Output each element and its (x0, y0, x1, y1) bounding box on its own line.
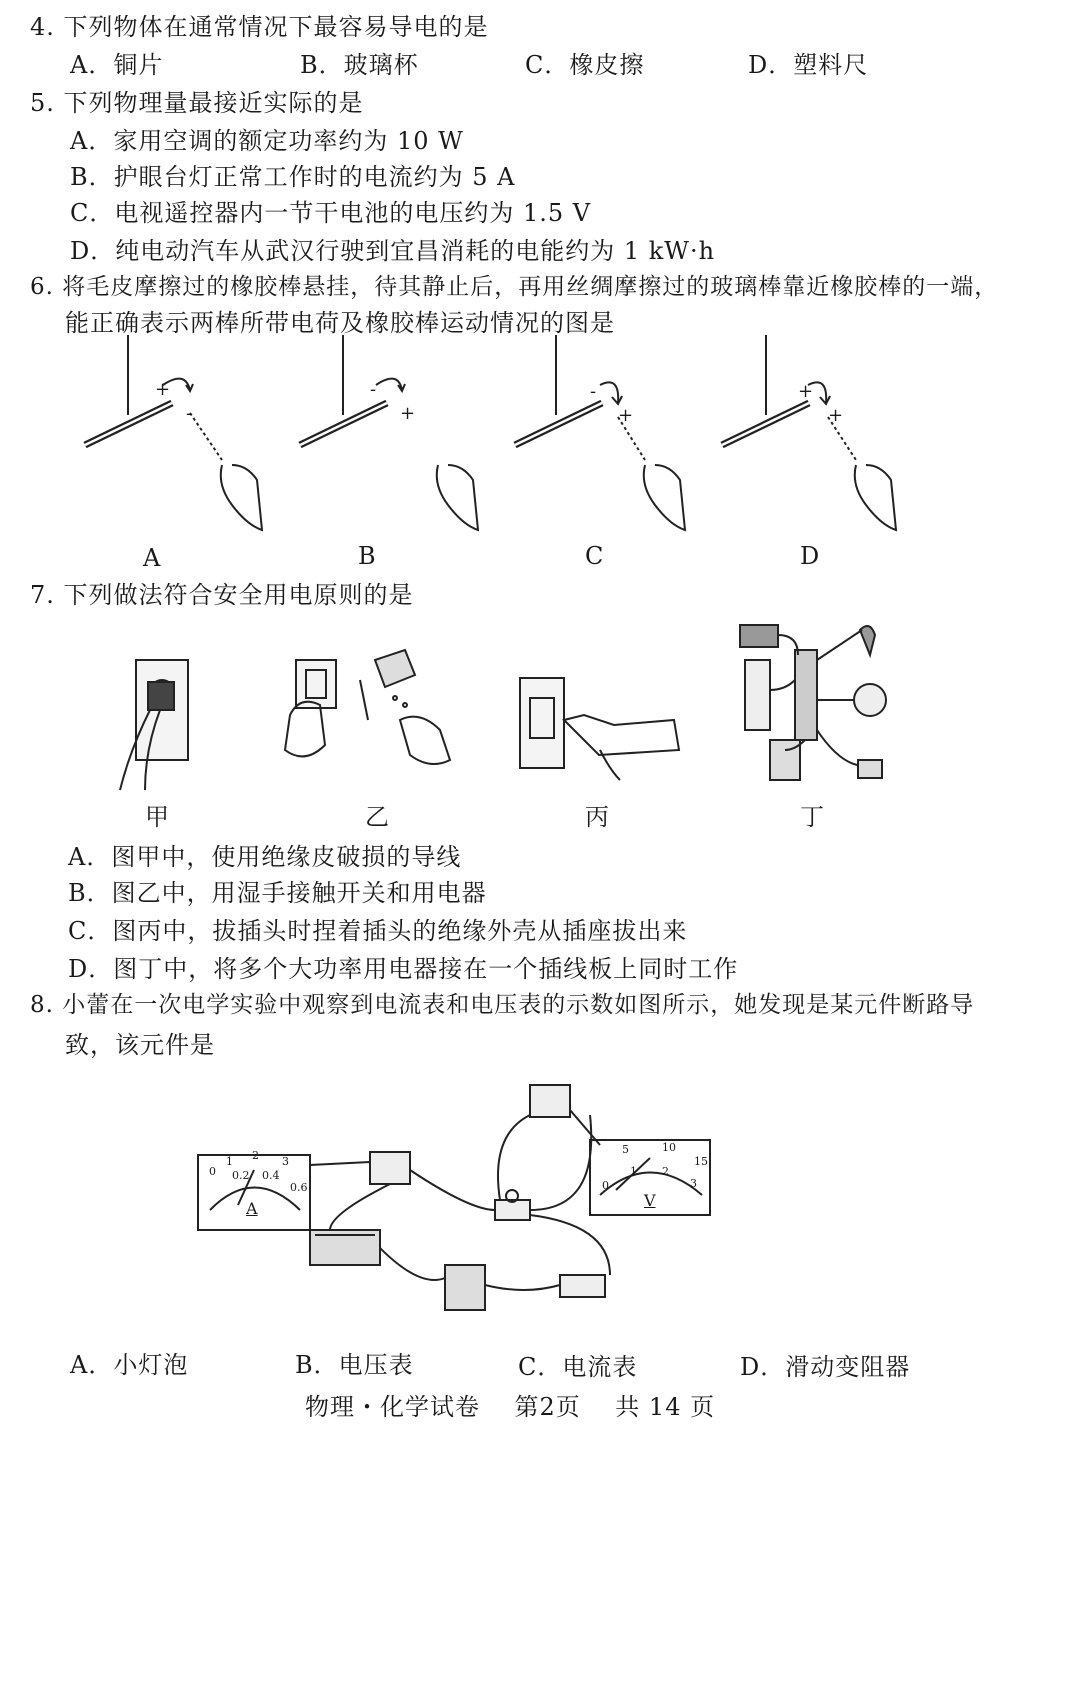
q7-safety-illustrations (0, 620, 1092, 820)
q8-option-c: C．电流表 (518, 1353, 638, 1381)
q6-c-rubber-charge: - (590, 381, 597, 402)
q7-stem: 7. 下列做法符合安全用电原则的是 (30, 581, 414, 609)
q8-circuit-figure (0, 1070, 1092, 1330)
q6-b-rubber-charge: - (370, 379, 377, 400)
voltmeter-top-tick-10: 10 (662, 1141, 676, 1154)
q7-label-bing: 丙 (585, 803, 609, 831)
q7-option-c: C．图丙中，拔插头时捏着插头的绝缘外壳从插座拔出来 (68, 917, 688, 945)
q7-option-d: D．图丁中，将多个大功率用电器接在一个插线板上同时工作 (68, 955, 739, 983)
q8-option-a: A．小灯泡 (70, 1351, 189, 1379)
q6-d-rubber-charge: + (798, 381, 814, 402)
q5-option-b: B．护眼台灯正常工作时的电流约为 5 A (70, 163, 516, 191)
ammeter-top-tick-1: 1 (226, 1155, 233, 1168)
voltmeter-top-tick-5: 5 (622, 1143, 629, 1156)
q6-label-d: D (800, 542, 820, 570)
q4-stem: 4. 下列物体在通常情况下最容易导电的是 (30, 13, 489, 41)
q6-c-glass-charge: + (618, 405, 634, 426)
q8-circuit-illustration (0, 1070, 1092, 1330)
q5-option-c: C．电视遥控器内一节干电池的电压约为 1.5 V (70, 199, 592, 227)
q7-figures (0, 620, 1092, 840)
page-footer: 物理・化学试卷 第2页 共 14 页 (305, 1393, 716, 1421)
ammeter-tick-04: 0.4 (262, 1169, 280, 1182)
q5-option-d: D．纯电动汽车从武汉行驶到宜昌消耗的电能约为 1 kW·h (70, 237, 716, 265)
q8-stem-line2: 致，该元件是 (65, 1031, 215, 1059)
q6-rods-illustration (0, 335, 1092, 580)
q6-stem-line2: 能正确表示两棒所带电荷及橡胶棒运动情况的图是 (65, 309, 615, 337)
q7-label-jia: 甲 (145, 803, 169, 831)
q8-option-d: D．滑动变阻器 (740, 1353, 911, 1381)
voltmeter-unit: V (644, 1191, 656, 1210)
q6-a-glass-charge: - (186, 403, 193, 424)
q7-label-yi: 乙 (365, 803, 389, 831)
q5-stem: 5. 下列物理量最接近实际的是 (30, 89, 364, 117)
ammeter-tick-02: 0.2 (232, 1169, 250, 1182)
q7-label-ding: 丁 (800, 803, 824, 831)
q6-a-rubber-charge: + (155, 379, 171, 400)
q4-option-c: C．橡皮擦 (525, 51, 645, 79)
voltmeter-tick-2: 2 (662, 1165, 669, 1178)
q8-option-b: B．电压表 (295, 1351, 414, 1379)
q4-option-b: B．玻璃杯 (300, 51, 419, 79)
voltmeter-tick-3: 3 (690, 1177, 697, 1190)
ammeter-unit: A (246, 1199, 258, 1218)
q6-b-glass-charge: + (400, 403, 416, 424)
q6-label-b: B (358, 542, 376, 570)
q8-stem-line1: 8. 小蕾在一次电学实验中观察到电流表和电压表的示数如图所示，她发现是某元件断路导 (30, 992, 975, 1018)
q4-option-d: D．塑料尺 (748, 51, 869, 79)
q6-label-a: A (143, 544, 161, 572)
ammeter-tick-06: 0.6 (290, 1181, 308, 1194)
ammeter-top-tick-3: 3 (282, 1155, 289, 1168)
q6-stem-line1: 6. 将毛皮摩擦过的橡胶棒悬挂，待其静止后，再用丝绸摩擦过的玻璃棒靠近橡胶棒的一端， (30, 274, 999, 300)
ammeter-tick-0: 0 (209, 1165, 216, 1178)
q6-label-c: C (585, 542, 604, 570)
q7-option-a: A．图甲中，使用绝缘皮破损的导线 (68, 843, 462, 871)
q5-option-a: A．家用空调的额定功率约为 10 W (70, 127, 464, 155)
voltmeter-tick-1: 1 (630, 1165, 637, 1178)
q6-figures (0, 335, 1092, 580)
voltmeter-top-tick-15: 15 (694, 1155, 708, 1168)
q7-option-b: B．图乙中，用湿手接触开关和用电器 (68, 879, 487, 907)
ammeter-top-tick-2: 2 (252, 1149, 259, 1162)
q6-d-glass-charge: + (828, 405, 844, 426)
q4-option-a: A．铜片 (70, 51, 164, 79)
voltmeter-tick-0: 0 (602, 1179, 609, 1192)
